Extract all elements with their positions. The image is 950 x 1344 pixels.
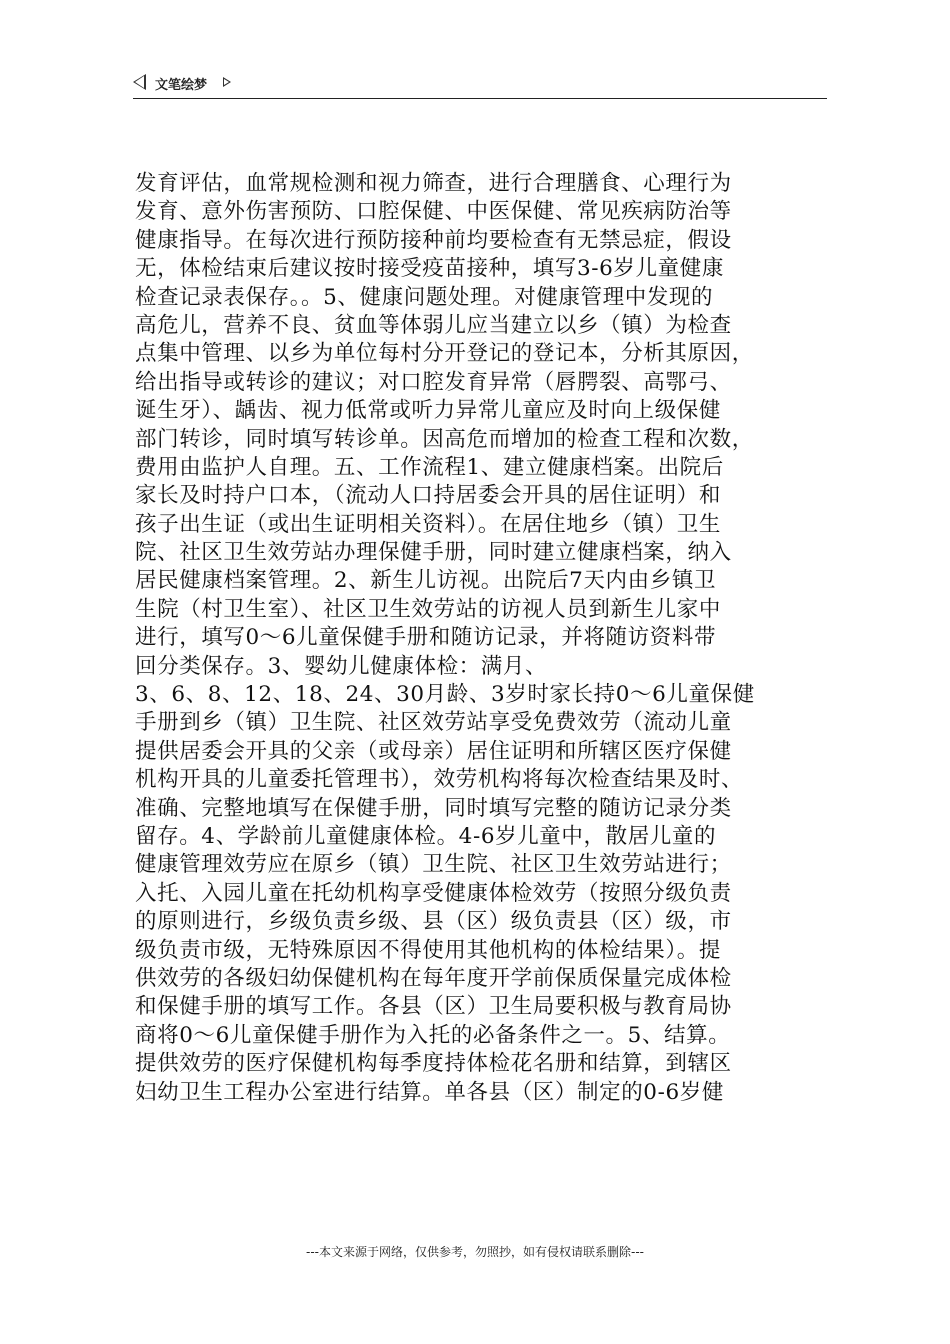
body-text-line: 健康管理效劳应在原乡（镇）卫生院、社区卫生效劳站进行； (135, 852, 732, 878)
document-body (135, 170, 835, 1107)
footer-notice: ---本文来源于网络，仅供参考，勿照抄，如有侵权请联系删除--- (306, 1245, 644, 1259)
body-text-line: 准确、完整地填写在保健手册，同时填写完整的随访记录分类 (135, 795, 732, 821)
body-text-line: 家长及时持户口本，（流动人口持居委会开具的居住证明）和 (135, 483, 721, 509)
body-text-line: 留存。4、学龄前儿童健康体检。4-6岁儿童中，散居儿童的 (135, 823, 717, 849)
body-text-line: 和保健手册的填写工作。各县（区）卫生局要积极与教育局协 (135, 994, 732, 1020)
triangle-right-icon (223, 77, 231, 87)
body-text-line: 点集中管理、以乡为单位每村分开登记的登记本，分析其原因， (135, 341, 754, 367)
page-header (133, 70, 827, 99)
body-text-line: 提供居委会开具的父亲（或母亲）居住证明和所辖区医疗保健 (135, 738, 732, 764)
body-text-line: 级负责市级，无特殊原因不得使用其他机构的体检结果）。提 (135, 937, 721, 963)
body-text-line: 机构开具的儿童委托管理书），效劳机构将每次检查结果及时、 (135, 767, 744, 793)
body-text-line: 手册到乡（镇）卫生院、社区效劳站享受免费效劳（流动儿童 (135, 710, 732, 736)
body-text-line: 的原则进行，乡级负责乡级、县（区）级负责县（区）级，市 (135, 909, 732, 935)
body-text-line: 检查记录表保存。。5、健康问题处理。对健康管理中发现的 (135, 284, 714, 310)
body-text-line: 生院（村卫生室）、社区卫生效劳站的访视人员到新生儿家中 (135, 596, 721, 622)
body-text-line: 3、6、8、12、18、24、30月龄、3岁时家长持0～6儿童保健 (135, 682, 755, 708)
body-text-line: 院、社区卫生效劳站办理保健手册，同时建立健康档案，纳入 (135, 540, 732, 566)
body-text-line: 费用由监护人自理。五、工作流程1、建立健康档案。出院后 (135, 454, 724, 480)
triangle-left-icon (133, 74, 146, 90)
body-text-line: 妇幼卫生工程办公室进行结算。单各县（区）制定的0-6岁健 (135, 1079, 724, 1105)
body-text-line: 进行，填写0～6儿童保健手册和随访记录，并将随访资料带 (135, 625, 717, 651)
header-title: 文笔绘梦 (155, 78, 208, 93)
body-text-line: 入托、入园儿童在托幼机构享受健康体检效劳（按照分级负责 (135, 880, 732, 906)
body-text-line: 给出指导或转诊的建议；对口腔发育异常（唇腭裂、高鄂弓、 (135, 369, 732, 395)
body-text-line: 高危儿，营养不良、贫血等体弱儿应当建立以乡（镇）为检查 (135, 312, 732, 338)
body-text-line: 健康指导。在每次进行预防接种前均要检查有无禁忌症，假设 (135, 227, 732, 253)
body-text-line: 孩子出生证（或出生证明相关资料）。在居住地乡（镇）卫生 (135, 511, 721, 537)
body-text-line: 诞生牙）、龋齿、视力低常或听力异常儿童应及时向上级保健 (135, 398, 721, 424)
body-text-line: 供效劳的各级妇幼保健机构在每年度开学前保质保量完成体检 (135, 965, 732, 991)
body-text-line: 居民健康档案管理。2、新生儿访视。出院后7天内由乡镇卫 (135, 568, 717, 594)
body-text-line: 部门转诊，同时填写转诊单。因高危而增加的检查工程和次数， (135, 426, 754, 452)
body-text-line: 发育评估，血常规检测和视力筛查，进行合理膳食、心理行为 (135, 171, 732, 196)
body-text-line: 提供效劳的医疗保健机构每季度持体检花名册和结算，到辖区 (135, 1051, 732, 1077)
body-text-line: 回分类保存。3、婴幼儿健康体检：满月、 (135, 653, 548, 679)
body-text-line: 商将0～6儿童保健手册作为入托的必备条件之一。5、结算。 (135, 1022, 731, 1048)
body-text-line: 发育、意外伤害预防、口腔保健、中医保健、常见疾病防治等 (135, 199, 732, 225)
body-text-line: 无，体检结束后建议按时接受疫苗接种，填写3-6岁儿童健康 (135, 256, 724, 282)
